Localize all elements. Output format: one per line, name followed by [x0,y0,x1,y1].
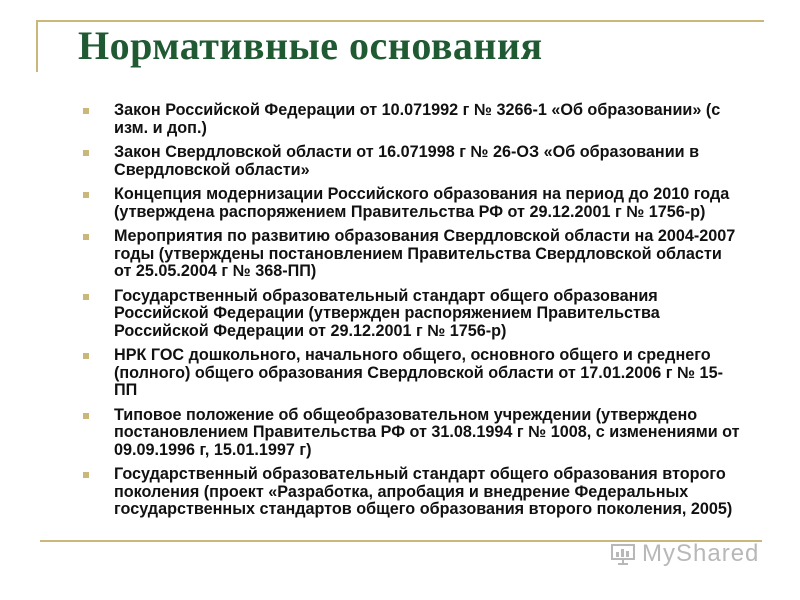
bullet-square-icon [83,108,89,114]
list-item [82,347,742,400]
list-item [82,102,742,137]
bullet-square-icon [83,294,89,300]
bullet-square-icon [83,472,89,478]
list-item-text: Концепция модернизации Российского образования на период до 2010 года (утверждена распоряжением Правительства РФ от 29.12.2001 г № 1756-р) [114,185,730,221]
list-item-text: Закон Российской Федерации от 10.071992 г № 3266-1 «Об образовании» (с изм. и доп.) [114,101,721,137]
frame-line-left [36,20,38,72]
list-item-text: Закон Свердловской области от 16.071998 г № 26-ОЗ «Об образовании в Свердловской области» [114,143,700,179]
list-item-text: НРК ГОС дошкольного, начального общего, основного общего и среднего (полного) общего образования Свердловской области от 17.01.2006 г № 15-ПП [114,346,723,399]
bullet-list [82,102,742,526]
presentation-icon [610,543,636,565]
list-item-text: Государственный образовательный стандарт общего образования второго поколения (проект «Разработка, апробация и внедрение Федеральных государственных стандартов общего образования второго поколения, 2005) [114,465,733,518]
bullet-square-icon [83,234,89,240]
bullet-square-icon [83,150,89,156]
bullet-square-icon [83,192,89,198]
watermark [610,540,759,568]
bullet-square-icon [83,353,89,359]
list-item [82,466,742,519]
list-item [82,144,742,179]
bullet-square-icon [83,413,89,419]
watermark-text: MyShared [642,540,760,567]
slide-title: Нормативные основания [78,23,543,68]
list-item-text: Государственный образовательный стандарт общего образования Российской Федерации (утвержден распоряжением Правительства Российской Федерации от 29.12.2001 г № 1756-р) [114,286,660,340]
list-item-text: Типовое положение об общеобразовательном учреждении (утверждено постановлением Правительства РФ от 31.08.1994 г № 1008, с изменениями от 09.09.1996 г, 15.01.1997 г) [114,405,740,459]
list-item [82,288,742,341]
list-item-text: Мероприятия по развитию образования Свердловской области на 2004-2007 годы (утверждены постановлением Правительства Свердловской области от 25.05.2004 г № 368-ПП) [114,227,736,280]
list-item [82,228,742,281]
list-item [82,407,742,460]
list-item [82,186,742,221]
